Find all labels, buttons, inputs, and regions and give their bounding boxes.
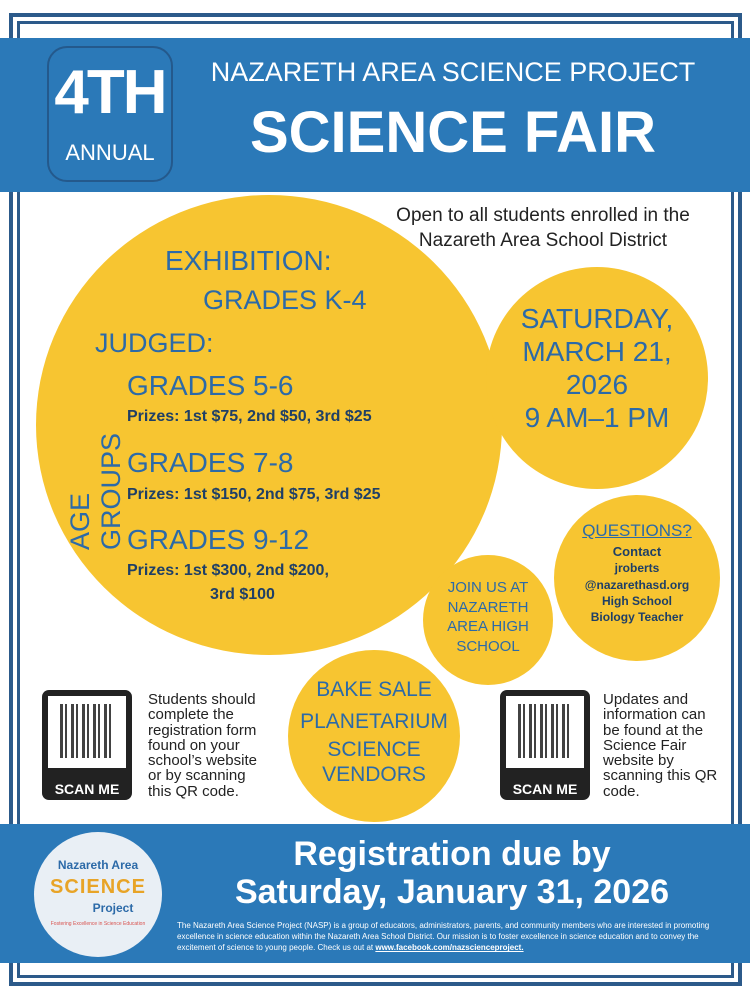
group-prizes-cont: 3rd $100 [210,586,275,603]
qr-frame [506,696,584,768]
group-prizes: Prizes: 1st $300, 2nd $200, [127,562,329,579]
deadline-line: Registration due by [293,835,611,873]
planetarium: PLANETARIUM [300,709,448,733]
group-prizes: Prizes: 1st $150, 2nd $75, 3rd $25 [127,486,381,503]
email-user: jroberts [614,561,660,576]
science-word: SCIENCE [327,738,421,761]
ordinal: 4TH [54,58,166,127]
qr-icon [60,704,114,758]
event-month-day: MARCH 21, [522,336,672,368]
email-domain: @nazarethasd.org [584,577,690,592]
group-prizes: Prizes: 1st $75, 2nd $50, 3rd $25 [127,408,372,425]
contact-label: Contact [612,543,662,559]
extras-list [288,674,460,787]
location-text: JOIN US AT NAZARETH AREA HIGH SCHOOL [447,579,529,655]
exhibition-grades: GRADES K-4 [203,285,367,315]
facebook-link[interactable]: www.facebook.com/nazscienceproject. [375,943,524,953]
qr-frame [48,696,126,768]
logo-line: Nazareth Area [57,858,139,872]
nasp-logo [34,832,162,957]
vendors-word: VENDORS [322,763,426,787]
science-vendors [288,737,460,787]
scan-me-label: SCAN ME [54,781,120,797]
event-date [486,302,708,434]
organization-name: NAZARETH AREA SCIENCE PROJECT [210,57,696,87]
contact-email[interactable] [554,560,720,592]
group-grades: GRADES 5-6 [127,370,294,401]
eligibility-text: Open to all students enrolled in the Nazareth Area School District [396,205,690,251]
website-instructions: Updates and information can be found at the Science Fair website by scanning this QR code. [603,691,718,800]
questions-heading: QUESTIONS? [582,521,692,540]
event-time: 9 AM–1 PM [524,402,670,434]
group-grades: GRADES 9-12 [127,524,310,555]
logo-tagline: Fostering Excellence in Science Education [50,921,146,927]
website-qr-code[interactable] [500,690,590,800]
logo-science: SCIENCE [50,876,146,898]
bake-sale: BAKE SALE [316,678,432,701]
annual-label: ANNUAL [65,140,155,165]
logo-line: Project [92,901,134,915]
judged-label: JUDGED: [95,328,214,358]
about-body: The Nazareth Area Science Project (NASP) is a group of educators, administrators, parents, and community members who are interested in promoting excellence in science education within the Nazareth Area School District. Our mission is to foster excellence in science education and to convey the excitement of science to young people. Check us out at [177,921,710,953]
registration-deadline [172,835,732,911]
contact-role: Biology Teacher [590,610,684,625]
questions-content [554,520,720,625]
annual-badge [47,46,173,182]
event-day: SATURDAY, [520,303,674,334]
age-groups-label: AGE GROUPS [65,432,126,550]
group-grades: GRADES 7-8 [127,447,294,478]
scan-me-label: SCAN ME [512,781,578,797]
event-year: 2026 [565,369,629,401]
page-title: SCIENCE FAIR [249,100,657,165]
exhibition-label: EXHIBITION: [165,245,332,276]
about-text [177,920,722,954]
deadline-date: Saturday, January 31, 2026 [234,873,670,912]
qr-icon [518,704,572,758]
registration-instructions: Students should complete the registration form found on your school’s website or by scanning this QR code. [148,691,257,800]
contact-role: High School [602,593,672,608]
registration-qr-code[interactable] [42,690,132,800]
